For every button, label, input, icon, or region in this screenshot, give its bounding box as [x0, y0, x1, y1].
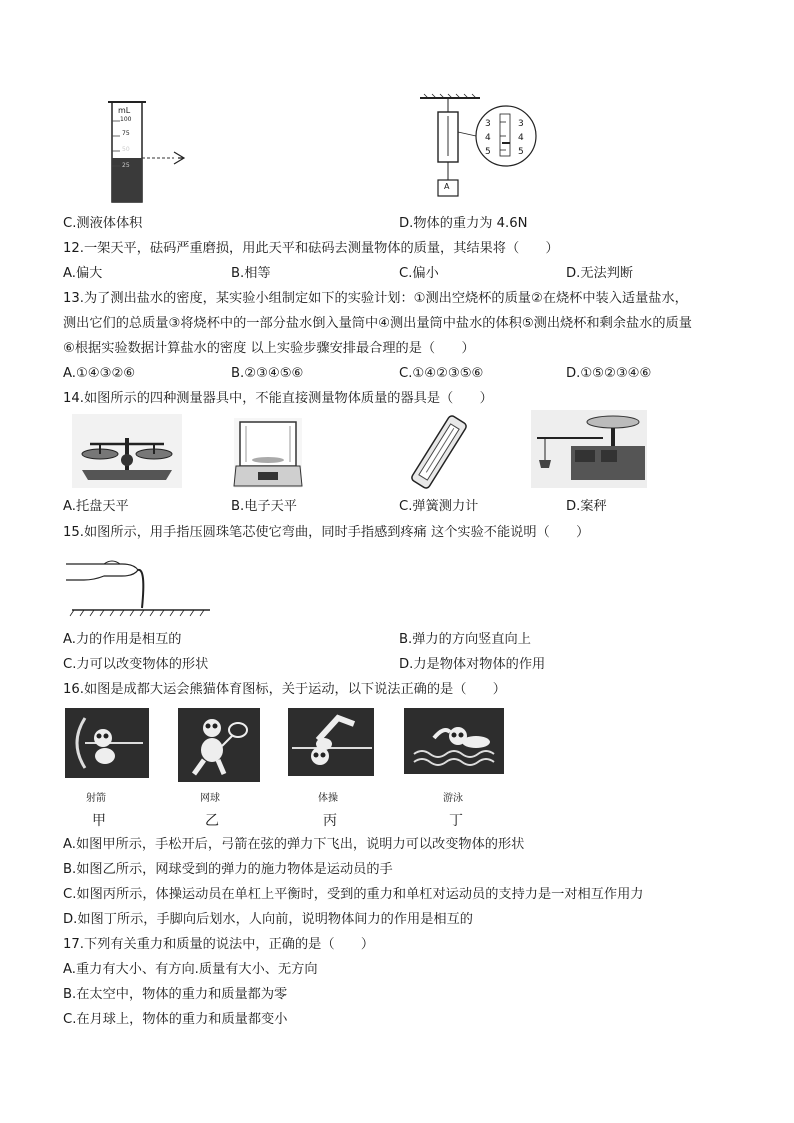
q16-option-c: C.如图丙所示，体操运动员在单杠上平衡时，受到的重力和单杠对运动员的支持力是一对相互作用力 [63, 887, 644, 902]
q11-option-d: D.物体的重力为 4.6N [399, 216, 528, 231]
q13-stem-line3: ⑥根据实验数据计算盐水的密度 以上实验步骤安排最合理的是（ ） [63, 341, 475, 356]
cylinder-tick: 75 [122, 130, 130, 137]
q16-stem: 16.如图是成都大运会熊猫体育图标，关于运动，以下说法正确的是（ ） [63, 682, 506, 697]
q12-option-b: B.相等 [231, 266, 271, 281]
icon-caption: 体操 [318, 793, 338, 804]
q15-option-b: B.弹力的方向竖直向上 [399, 632, 531, 647]
scale-mark: 4 [485, 133, 491, 143]
q16-option-a: A.如图甲所示，手松开后，弓箭在弦的弹力下飞出，说明力可以改变物体的形状 [63, 837, 525, 852]
figure-label: 丁 [449, 813, 463, 829]
q14-stem: 14.如图所示的四种测量器具中，不能直接测量物体质量的器具是（ ） [63, 391, 493, 406]
weight-block-label: A [444, 182, 450, 191]
scale-mark: 3 [485, 119, 491, 129]
spring-dynamometer-image [407, 412, 471, 492]
q15-option-c: C.力可以改变物体的形状 [63, 657, 209, 672]
q16-option-b: B.如图乙所示，网球受到的弹力的施力物体是运动员的手 [63, 862, 393, 877]
scale-mark: 5 [485, 147, 491, 157]
q13-option-c: C.①④②③⑤⑥ [399, 366, 484, 381]
figure-label: 丙 [323, 813, 337, 829]
panda-tennis-icon [178, 708, 260, 782]
q15-option-a: A.力的作用是相互的 [63, 632, 182, 647]
cylinder-unit: mL [118, 106, 131, 115]
q13-option-d: D.①⑤②③④⑥ [566, 366, 652, 381]
q16-option-d: D.如图丁所示，手脚向后划水，人向前，说明物体间力的作用是相互的 [63, 912, 473, 927]
q14-option-c: C.弹簧测力计 [399, 499, 479, 514]
q14-option-a: A.托盘天平 [63, 499, 129, 514]
q14-option-d: D.案秤 [566, 499, 607, 514]
panda-archery-icon [65, 708, 149, 778]
cylinder-tick: 50 [122, 146, 130, 153]
graduated-cylinder-figure [100, 96, 200, 206]
q15-option-d: D.力是物体对物体的作用 [399, 657, 546, 672]
q17-stem: 17.下列有关重力和质量的说法中，正确的是（ ） [63, 937, 375, 952]
platform-scale-image [531, 410, 647, 488]
icon-caption: 网球 [200, 793, 220, 804]
q12-stem: 12.一架天平，砝码严重磨损，用此天平和砝码去测量物体的质量，其结果将（ ） [63, 241, 559, 256]
tray-balance-image [72, 414, 182, 488]
electronic-balance-image [232, 416, 304, 490]
scale-mark: 5 [518, 147, 524, 157]
icon-caption: 游泳 [443, 793, 463, 804]
scale-mark: 4 [518, 133, 524, 143]
q13-stem-line2: 测出它们的总质量③将烧杯中的一部分盐水倒入量筒中④测出量筒中盐水的体积⑤测出烧杯和剩余盐水的质量 [63, 316, 692, 331]
q14-option-b: B.电子天平 [231, 499, 297, 514]
q12-option-c: C.偏小 [399, 266, 439, 281]
icon-caption: 射箭 [86, 793, 106, 804]
q13-stem-line1: 13.为了测出盐水的密度，某实验小组制定如下的实验计划：①测出空烧杯的质量②在烧杯中装入适量盐水， [63, 291, 688, 306]
panda-gymnastics-icon [288, 708, 374, 776]
scale-mark: 3 [518, 119, 524, 129]
q17-option-c: C.在月球上，物体的重力和质量都变小 [63, 1012, 288, 1027]
panda-swimming-icon [404, 708, 504, 774]
q17-option-a: A.重力有大小、有方向.质量有大小、无方向 [63, 962, 318, 977]
figure-label: 甲 [92, 813, 106, 829]
cylinder-tick: 100 [120, 116, 132, 123]
spring-scale-figure [418, 92, 548, 204]
cylinder-tick: 25 [122, 162, 130, 169]
q12-option-d: D.无法判断 [566, 266, 634, 281]
q15-stem: 15.如图所示，用手指压圆珠笔芯使它弯曲，同时手指感到疼痛 这个实验不能说明（ ） [63, 525, 590, 540]
q12-option-a: A.偏大 [63, 266, 103, 281]
q17-option-b: B.在太空中，物体的重力和质量都为零 [63, 987, 288, 1002]
finger-pen-refill-figure [64, 548, 214, 620]
figure-label: 乙 [205, 813, 219, 829]
q13-option-b: B.②③④⑤⑥ [231, 366, 304, 381]
q13-option-a: A.①④③②⑥ [63, 366, 136, 381]
q11-option-c: C.测液体体积 [63, 216, 143, 231]
